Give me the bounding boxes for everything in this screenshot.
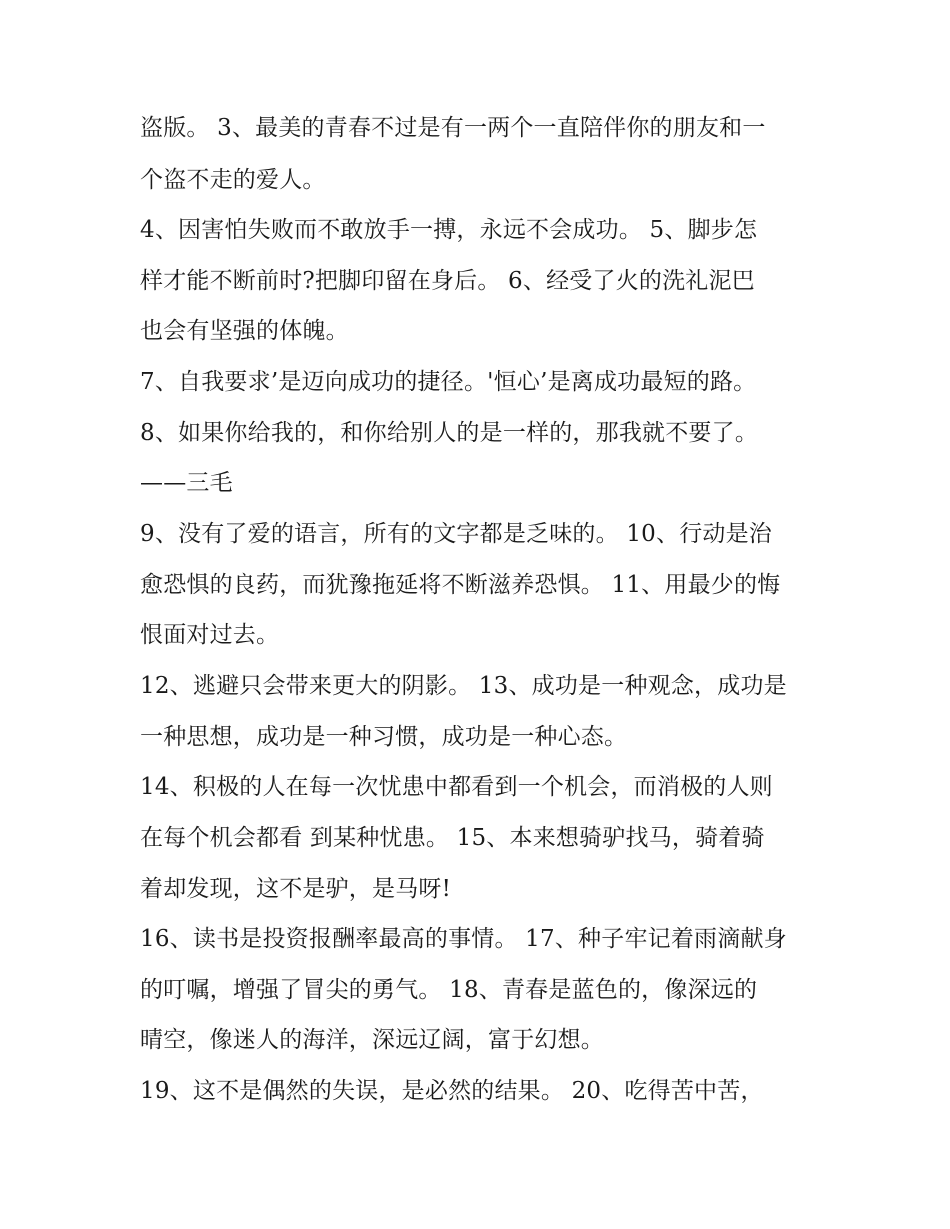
text-line: 7、自我要求’是迈向成功的捷径。'恒心’是离成功最短的路。 xyxy=(140,369,757,395)
text-line: 在每个机会都看 到某种忧患。 15、本来想骑驴找马，骑着骑 xyxy=(140,825,765,851)
text-line: 样才能不断前时?把脚印留在身后。 6、经受了火的洗礼泥巴 xyxy=(140,268,755,294)
text-line: 16、读书是投资报酬率最高的事情。 17、种子牢记着雨滴献身 xyxy=(140,926,787,952)
text-line: 着却发现，这不是驴，是马呀! xyxy=(140,876,452,902)
text-line: ——三毛 xyxy=(140,470,233,496)
text-line: 盗版。 3、最美的青春不过是有一两个一直陪伴你的朋友和一 xyxy=(140,115,766,141)
text-line: 4、因害怕失败而不敢放手一搏，永远不会成功。 5、脚步怎 xyxy=(140,217,758,243)
text-line: 个盗不走的爱人。 xyxy=(140,167,326,193)
text-line: 晴空，像迷人的海洋，深远辽阔，富于幻想。 xyxy=(140,1027,604,1053)
text-line: 也会有坚强的体魄。 xyxy=(140,318,349,344)
text-line: 9、没有了爱的语言，所有的文字都是乏味的。 10、行动是治 xyxy=(140,521,773,547)
text-line: 恨面对过去。 xyxy=(140,622,280,648)
text-line: 8、如果你给我的，和你给别人的是一样的，那我就不要了。 xyxy=(140,420,759,446)
text-line: 12、逃避只会带来更大的阴影。 13、成功是一种观念，成功是 xyxy=(140,673,787,699)
text-line: 的叮嘱，增强了冒尖的勇气。 18、青春是蓝色的，像深远的 xyxy=(140,977,758,1003)
text-line: 19、这不是偶然的失误，是必然的结果。 20、吃得苦中苦， xyxy=(140,1078,764,1104)
text-line: 一种思想，成功是一种习惯，成功是一种心态。 xyxy=(140,724,628,750)
text-line: 14、积极的人在每一次忧患中都看到一个机会，而消极的人则 xyxy=(140,774,773,800)
text-line: 愈恐惧的良药，而犹豫拖延将不断滋养恐惧。 11、用最少的悔 xyxy=(140,572,781,598)
